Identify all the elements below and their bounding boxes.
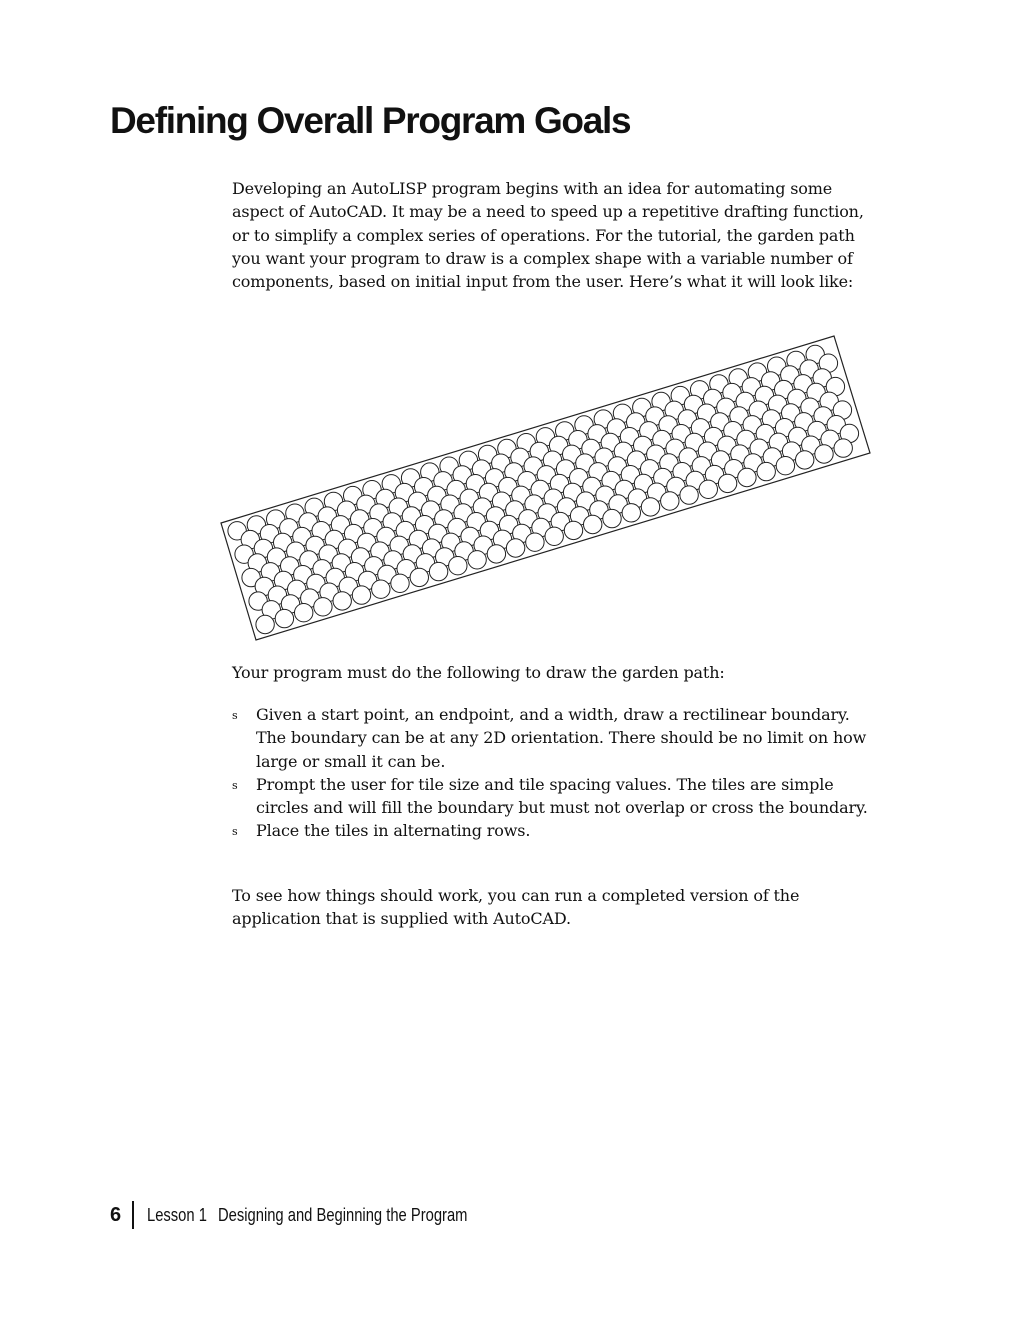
footer-lesson: Lesson 1 bbox=[147, 1204, 208, 1225]
tile-circle bbox=[391, 574, 409, 592]
list-item-text: Prompt the user for tile size and tile spacing values. The tiles are simple circles and will fill the boundary but must not overlap or cross the boundary. bbox=[256, 774, 868, 818]
list-item-text: Given a start point, an endpoint, and a width, draw a rectilinear boundary. The boundary can be at any 2D orientation. There should be no limit on how large or small it can be. bbox=[256, 705, 867, 771]
bullet-marker: s bbox=[232, 778, 238, 792]
garden-path-figure bbox=[212, 330, 877, 650]
garden-path-drawing bbox=[221, 336, 870, 640]
tile-circle bbox=[622, 504, 640, 522]
tile-circle bbox=[295, 604, 313, 622]
tile-circle bbox=[776, 457, 794, 475]
footer-chapter-title: Designing and Beginning the Program bbox=[218, 1204, 468, 1225]
tile-circle bbox=[333, 592, 351, 610]
footer-divider bbox=[132, 1201, 134, 1229]
intro-paragraph: Developing an AutoLISP program begins with an idea for automating some aspect of AutoCAD. It may be a need to speed up a repetitive drafting function, or to simplify a complex series of operations. For the tutorial, the garden path you want your program to draw is a complex shape with a variable number of components, based on initial input from the user. Here’s what it will look like: bbox=[232, 179, 864, 292]
tile-circle bbox=[834, 439, 852, 457]
tile-circle bbox=[757, 462, 775, 480]
tile-circle bbox=[796, 451, 814, 469]
closing-paragraph: To see how things should work, you can run a completed version of the application that is supplied with AutoCAD. bbox=[232, 886, 800, 929]
tile-circle bbox=[468, 551, 486, 569]
bullet-marker: s bbox=[232, 825, 238, 839]
page-footer bbox=[110, 1200, 522, 1230]
tile-circle bbox=[680, 486, 698, 504]
tile-circle bbox=[410, 568, 428, 586]
tile-circle bbox=[699, 480, 717, 498]
list-item bbox=[232, 819, 884, 842]
requirements-list bbox=[232, 703, 884, 843]
tile-circle bbox=[372, 580, 390, 598]
tile-circle bbox=[506, 539, 524, 557]
tile-circle bbox=[603, 509, 621, 527]
page-number: 6 bbox=[110, 1203, 122, 1226]
tile-circle bbox=[738, 468, 756, 486]
list-item-text: Place the tiles in alternating rows. bbox=[256, 821, 531, 841]
tile-circle bbox=[718, 474, 736, 492]
page-heading: Defining Overall Program Goals bbox=[110, 100, 631, 141]
tile-circle bbox=[352, 586, 370, 604]
tile-circle bbox=[526, 533, 544, 551]
tile-circle bbox=[584, 515, 602, 533]
tile-circle bbox=[487, 545, 505, 563]
list-item bbox=[232, 703, 884, 773]
bullet-marker: s bbox=[232, 709, 238, 722]
tile-circle bbox=[275, 609, 293, 627]
tile-circle bbox=[564, 521, 582, 539]
tile-circle bbox=[429, 562, 447, 580]
tile-circle bbox=[815, 445, 833, 463]
list-intro: Your program must do the following to draw the garden path: bbox=[232, 663, 725, 682]
tile-circle bbox=[449, 557, 467, 575]
tile-circle bbox=[314, 598, 332, 616]
tile-circle bbox=[641, 498, 659, 516]
tile-circle bbox=[256, 615, 274, 633]
tile-circle bbox=[661, 492, 679, 510]
tile-circle bbox=[545, 527, 563, 545]
list-item bbox=[232, 773, 884, 820]
